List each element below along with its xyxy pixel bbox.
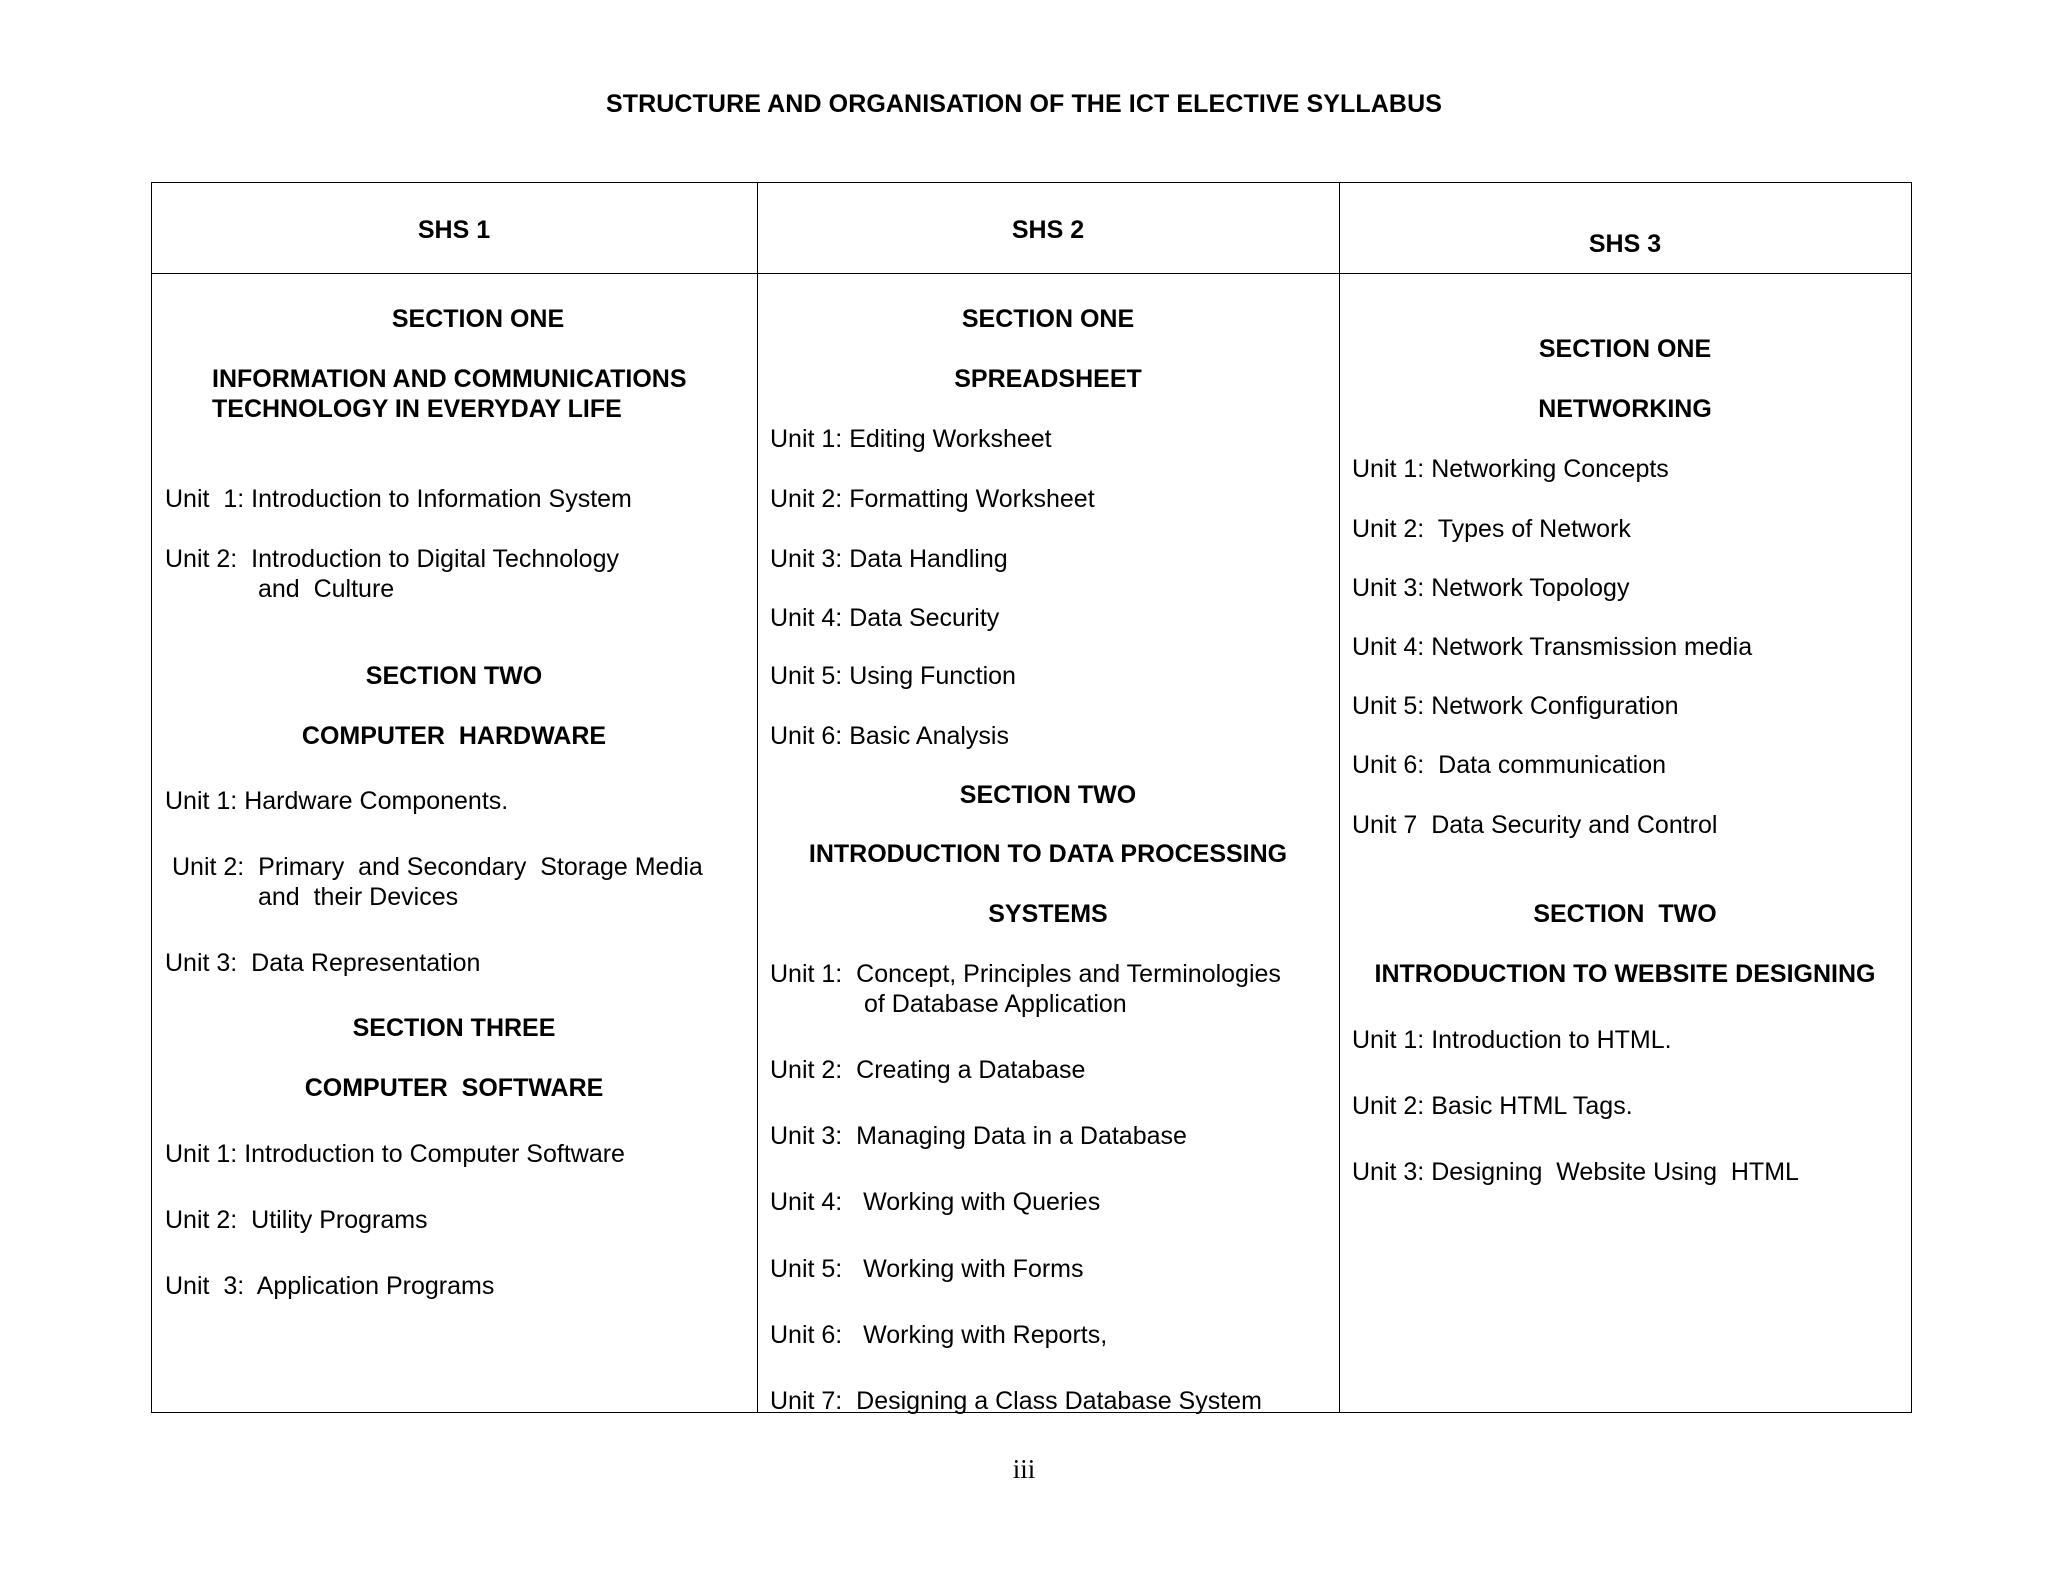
unit-item: Unit 6: Data communication <box>1352 751 1667 779</box>
syllabus-table <box>151 182 1912 1413</box>
unit-item: Unit 5: Network Configuration <box>1352 692 1679 720</box>
unit-item-continuation: of Database Application <box>864 990 1127 1018</box>
unit-item: Unit 4: Working with Queries <box>770 1188 1101 1216</box>
unit-item-continuation: and Culture <box>258 575 395 603</box>
section-title: SPREADSHEET <box>954 365 1142 393</box>
unit-item: Unit 1: Concept, Principles and Terminologies <box>770 960 1281 988</box>
section-heading: SECTION TWO <box>959 781 1137 809</box>
unit-item: Unit 3: Managing Data in a Database <box>770 1122 1187 1150</box>
column-divider <box>1339 183 1340 1412</box>
unit-item: Unit 4: Data Security <box>770 604 1000 632</box>
unit-item-continuation: and their Devices <box>258 883 459 911</box>
section-heading: SECTION TWO <box>1533 900 1717 928</box>
unit-item: Unit 7 Data Security and Control <box>1352 811 1718 839</box>
section-heading: SECTION ONE <box>1538 335 1712 363</box>
section-title: SYSTEMS <box>988 900 1108 928</box>
unit-item: Unit 2: Basic HTML Tags. <box>1352 1092 1633 1120</box>
section-title: INTRODUCTION TO WEBSITE DESIGNING <box>1374 960 1876 988</box>
unit-item: Unit 1: Networking Concepts <box>1352 455 1669 483</box>
unit-item: Unit 1: Hardware Components. <box>165 787 509 815</box>
column-header-shs3: SHS 3 <box>1588 230 1662 258</box>
section-title: TECHNOLOGY IN EVERYDAY LIFE <box>212 395 622 423</box>
column-header-shs2: SHS 2 <box>1011 216 1085 244</box>
column-header-shs1: SHS 1 <box>417 216 491 244</box>
unit-item: Unit 3: Data Handling <box>770 545 1008 573</box>
unit-item: Unit 1: Editing Worksheet <box>770 425 1052 453</box>
unit-item: Unit 1: Introduction to Computer Software <box>165 1140 625 1168</box>
unit-item: Unit 3: Application Programs <box>165 1272 495 1300</box>
unit-item: Unit 7: Designing a Class Database System <box>770 1387 1262 1415</box>
page-title: STRUCTURE AND ORGANISATION OF THE ICT ELECTIVE SYLLABUS <box>605 90 1443 118</box>
section-title: COMPUTER HARDWARE <box>301 722 607 750</box>
page-number: iii <box>1012 1454 1036 1484</box>
unit-item: Unit 5: Using Function <box>770 662 1016 690</box>
unit-item: Unit 6: Basic Analysis <box>770 722 1009 750</box>
unit-item: Unit 1: Introduction to Information System <box>165 485 632 513</box>
unit-item: Unit 2: Creating a Database <box>770 1056 1086 1084</box>
section-heading: SECTION ONE <box>391 305 565 333</box>
section-title: COMPUTER SOFTWARE <box>304 1074 604 1102</box>
unit-item: Unit 6: Working with Reports, <box>770 1321 1108 1349</box>
unit-item: Unit 3: Designing Website Using HTML <box>1352 1158 1799 1186</box>
unit-item: Unit 2: Types of Network <box>1352 515 1631 543</box>
section-title: INFORMATION AND COMMUNICATIONS <box>212 365 687 393</box>
header-row-divider <box>152 273 1911 274</box>
section-title: INTRODUCTION TO DATA PROCESSING <box>808 840 1288 868</box>
column-divider <box>757 183 758 1412</box>
unit-item: Unit 2: Primary and Secondary Storage Media <box>172 853 703 881</box>
unit-item: Unit 2: Formatting Worksheet <box>770 485 1095 513</box>
section-heading: SECTION TWO <box>365 662 543 690</box>
unit-item: Unit 1: Introduction to HTML. <box>1352 1026 1672 1054</box>
unit-item: Unit 4: Network Transmission media <box>1352 633 1753 661</box>
unit-item: Unit 3: Data Representation <box>165 949 481 977</box>
unit-item: Unit 2: Introduction to Digital Technology <box>165 545 619 573</box>
unit-item: Unit 5: Working with Forms <box>770 1255 1084 1283</box>
section-heading: SECTION ONE <box>961 305 1135 333</box>
unit-item: Unit 2: Utility Programs <box>165 1206 428 1234</box>
section-title: NETWORKING <box>1538 395 1712 423</box>
unit-item: Unit 3: Network Topology <box>1352 574 1630 602</box>
section-heading: SECTION THREE <box>352 1014 556 1042</box>
